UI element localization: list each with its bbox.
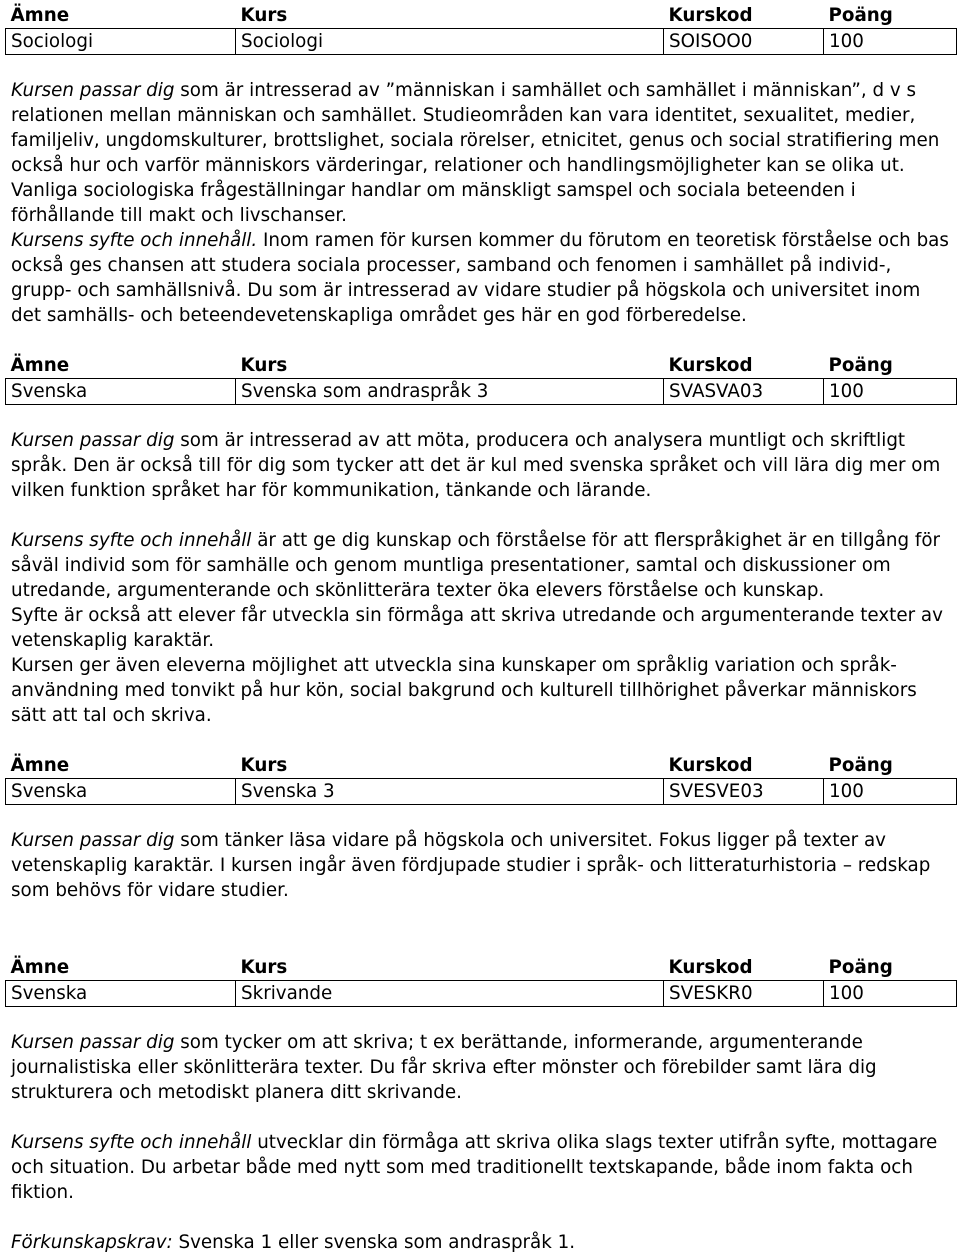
- body-text: Svenska 1 eller svenska som andraspråk 1.: [172, 1232, 576, 1253]
- header-points: Poäng: [828, 355, 893, 376]
- cell-subject: Svenska: [6, 379, 236, 405]
- header-course: Kurs: [240, 755, 288, 776]
- table-header-row: [6, 353, 957, 379]
- cell-points: 100: [824, 379, 957, 405]
- header-code: Kurskod: [668, 355, 753, 376]
- header-subject: Ämne: [10, 957, 70, 978]
- lead-phrase: Kursen passar dig: [11, 430, 175, 451]
- lead-phrase: Kursens syfte och innehåll: [11, 1132, 252, 1153]
- lead-phrase: Kursens syfte och innehåll.: [11, 230, 258, 251]
- header-points: Poäng: [828, 755, 893, 776]
- cell-course: Svenska som andraspråk 3: [236, 379, 664, 405]
- table-row: [6, 981, 957, 1007]
- header-subject: Ämne: [10, 755, 70, 776]
- table-row: [6, 779, 957, 805]
- cell-points: 100: [824, 29, 957, 55]
- lead-phrase: Kursens syfte och innehåll: [11, 530, 252, 551]
- body-text: utvecklar din förmåga att skriva olika slags texter utifrån syfte, mottagare och situation. Du arbetar både med nytt som med traditionellt textskapande, både inom fakta och fiktion.: [11, 1132, 938, 1203]
- cell-course: Skrivande: [236, 981, 664, 1007]
- body-text: som är intresserad av att möta, producera och analysera muntligt och skriftligt språk. Den är också till för dig som tycker att det är kul med svenska språket och vill lära dig mer om vilken funktion språket har för kommunikation, tänkande och lärande.: [11, 430, 941, 501]
- cell-code: SVASVA03: [664, 379, 824, 405]
- header-code: Kurskod: [668, 957, 753, 978]
- cell-subject: Svenska: [6, 779, 236, 805]
- course-table-svasva03: [5, 353, 957, 405]
- cell-code: SVESVE03: [664, 779, 824, 805]
- body-text: är att ge dig kunskap och förståelse för att flerspråkighet är en tillgång för såväl individ som för samhälle och genom muntliga presentationer, samtal och diskussioner om utredande, argumenterande och skönlitterära texter öka elevers förståelse och kunskap. Syfte är också att elever får utveckla sin förmåga att skriva utredande och argumenterande texter av vetenskaplig karaktär. Kursen ger även eleverna möjlighet att utveckla sina kunskaper om språklig variation och språk-användning med tonvikt på hur kön, social bakgrund och kulturell tillhörighet påverkar människors sätt att tal och skriva.: [11, 530, 943, 726]
- cell-course: Svenska 3: [236, 779, 664, 805]
- table-row: [6, 29, 957, 55]
- course-table-svesve03: [5, 753, 957, 805]
- table-row: [6, 379, 957, 405]
- course-description: [11, 428, 955, 503]
- course-description: [11, 828, 955, 903]
- course-description: [11, 1130, 955, 1205]
- table-header-row: [6, 955, 957, 981]
- course-table-sociologi: [5, 3, 957, 55]
- table-header-row: [6, 753, 957, 779]
- cell-course: Sociologi: [236, 29, 664, 55]
- lead-phrase: Förkunskapskrav:: [11, 1232, 173, 1253]
- course-description: [11, 78, 955, 328]
- body-text: som tänker läsa vidare på högskola och universitet. Fokus ligger på texter av vetenskaplig karaktär. I kursen ingår även fördjupade studier i språk- och litteraturhistoria – redskap som behövs för vidare studier.: [11, 830, 931, 901]
- cell-subject: Svenska: [6, 981, 236, 1007]
- body-text: som är intresserad av ”människan i samhället och samhället i människan”, d v s relationen mellan människan och samhället. Studieområden kan vara identitet, sexualitet, medier, familjeliv, ungdomskulturer, brottslighet, sociala rörelser, etnicitet, genus och social stratifiering men också hur och varför människors värderingar, relationer och handlingsmöjligheter kan se olika ut. Vanliga sociologiska frågeställningar handlar om mänskligt samspel och sociala beteenden i förhållande till makt och livschanser.: [11, 80, 940, 226]
- header-course: Kurs: [240, 5, 288, 26]
- course-description: [11, 528, 955, 728]
- header-subject: Ämne: [10, 355, 70, 376]
- cell-points: 100: [824, 981, 957, 1007]
- body-text: Inom ramen för kursen kommer du förutom en teoretisk förståelse och bas också ges chansen att studera sociala processer, samband och fenomen i samhället på individ-, grupp- och samhällsnivå. Du som är intresserad av vidare studier på högskola och universitet inom det samhälls- och beteendevetenskapliga området ges här en god förberedelse.: [11, 230, 949, 326]
- header-points: Poäng: [828, 5, 893, 26]
- lead-phrase: Kursen passar dig: [11, 80, 175, 101]
- course-description: [11, 1030, 955, 1105]
- cell-points: 100: [824, 779, 957, 805]
- header-code: Kurskod: [668, 755, 753, 776]
- course-table-sveskr0: [5, 955, 957, 1007]
- table-header-row: [6, 3, 957, 29]
- cell-code: SVESKR0: [664, 981, 824, 1007]
- lead-phrase: Kursen passar dig: [11, 830, 175, 851]
- header-subject: Ämne: [10, 5, 70, 26]
- header-points: Poäng: [828, 957, 893, 978]
- lead-phrase: Kursen passar dig: [11, 1032, 175, 1053]
- body-text: som tycker om att skriva; t ex berättande, informerande, argumenterande journalistiska eller skönlitterära texter. Du får skriva efter mönster och förebilder samt lära dig strukturera och metodiskt planera ditt skrivande.: [11, 1032, 877, 1103]
- cell-code: SOISOO0: [664, 29, 824, 55]
- cell-subject: Sociologi: [6, 29, 236, 55]
- header-course: Kurs: [240, 355, 288, 376]
- header-course: Kurs: [240, 957, 288, 978]
- prerequisites: [11, 1230, 955, 1255]
- header-code: Kurskod: [668, 5, 753, 26]
